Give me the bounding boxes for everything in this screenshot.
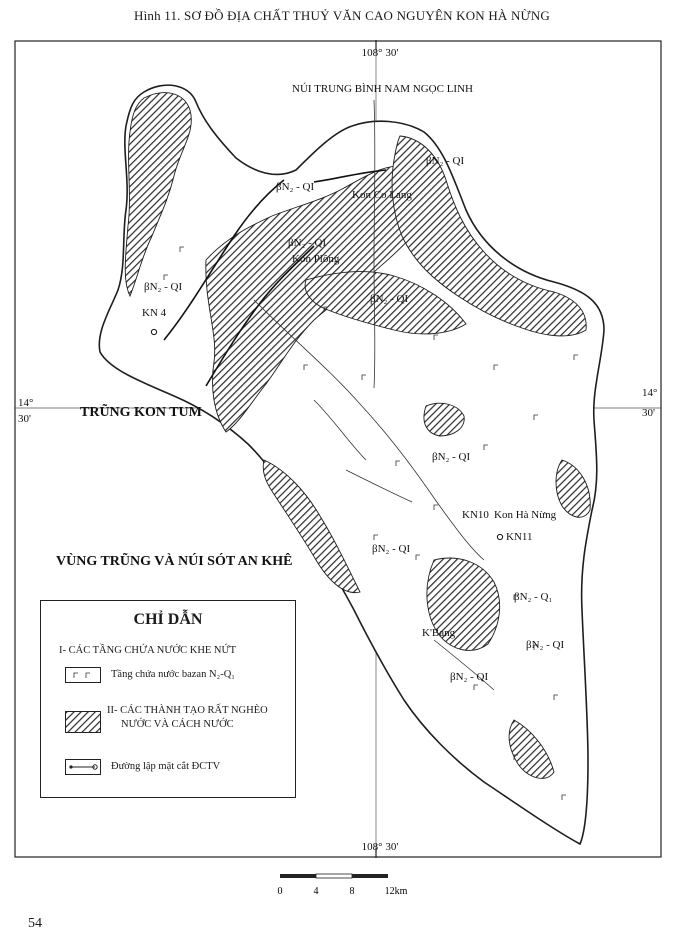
legend-section-2-line1: II- CÁC THÀNH TẠO RẤT NGHÈO [107,705,268,716]
lon-label-top: 108° 30' [361,47,399,59]
lon-label-bottom: 108° 30' [361,841,399,853]
legend-section-2-line2: NƯỚC VÀ CÁCH NƯỚC [121,719,234,730]
unit-label: βN₂ - QI [526,639,565,651]
region-southwest: VÙNG TRŨNG VÀ NÚI SÓT AN KHÊ [56,554,293,569]
lat-label-left-deg: 14° [18,397,34,409]
region-north: NÚI TRUNG BÌNH NAM NGỌC LINH [292,83,473,95]
figure-title: Hình 11. SƠ ĐỒ ĐỊA CHẤT THUỶ VĂN CAO NGUYÊN KON HÀ NỪNG [133,8,551,23]
unit-label: βN₂ - QI [432,451,471,463]
unit-label: βN₂ - QI [370,293,409,305]
page-number: 54 [28,916,42,931]
region-west: TRŨNG KON TUM [80,405,202,420]
unit-label: βN₂ - Q₁ [514,591,553,603]
well-kn4: KN 4 [142,307,167,319]
well-kn10: KN10 [462,509,489,521]
place-kon-co-lang: Kon Co Lang [352,189,412,201]
lat-label-left-min: 30' [18,413,31,425]
legend [40,600,296,798]
legend-section-line-symbol [65,759,101,775]
unit-label: βN₂ - QI [372,543,411,555]
scale-tick: 12km [384,886,408,897]
scale-tick: 8 [349,886,355,897]
scale-tick: 0 [277,886,283,897]
place-kon-ha-nung: Kon Hà Nừng [494,509,557,521]
unit-label: βN₂ - QI [276,181,315,193]
scale-bar [270,872,420,902]
place-k-bang: K'Bang [422,627,456,639]
legend-title: CHỈ DẪN [133,611,203,628]
unit-label: βN₂ - QI [144,281,183,293]
legend-item-section-line: Đường lập mặt cắt ĐCTV [111,761,221,772]
unit-label: βN₂ - QI [450,671,489,683]
lat-label-right-deg: 14° [642,387,658,399]
unit-label: βN₂ - QI [288,237,327,249]
unit-label: βN₂ - QI [426,155,465,167]
place-kon-plong: Kon Plông [292,253,340,265]
legend-section-1: I- CÁC TẦNG CHỨA NƯỚC KHE NỨT [59,645,237,656]
lat-label-right-min: 30' [642,407,655,419]
legend-item-aquifer: Tầng chứa nước bazan N₂-Q₁ [111,669,235,680]
legend-aquifer-symbol [65,667,101,683]
legend-hatch-symbol [65,711,101,733]
well-kn11: KN11 [506,531,533,543]
scale-tick: 4 [313,886,319,897]
